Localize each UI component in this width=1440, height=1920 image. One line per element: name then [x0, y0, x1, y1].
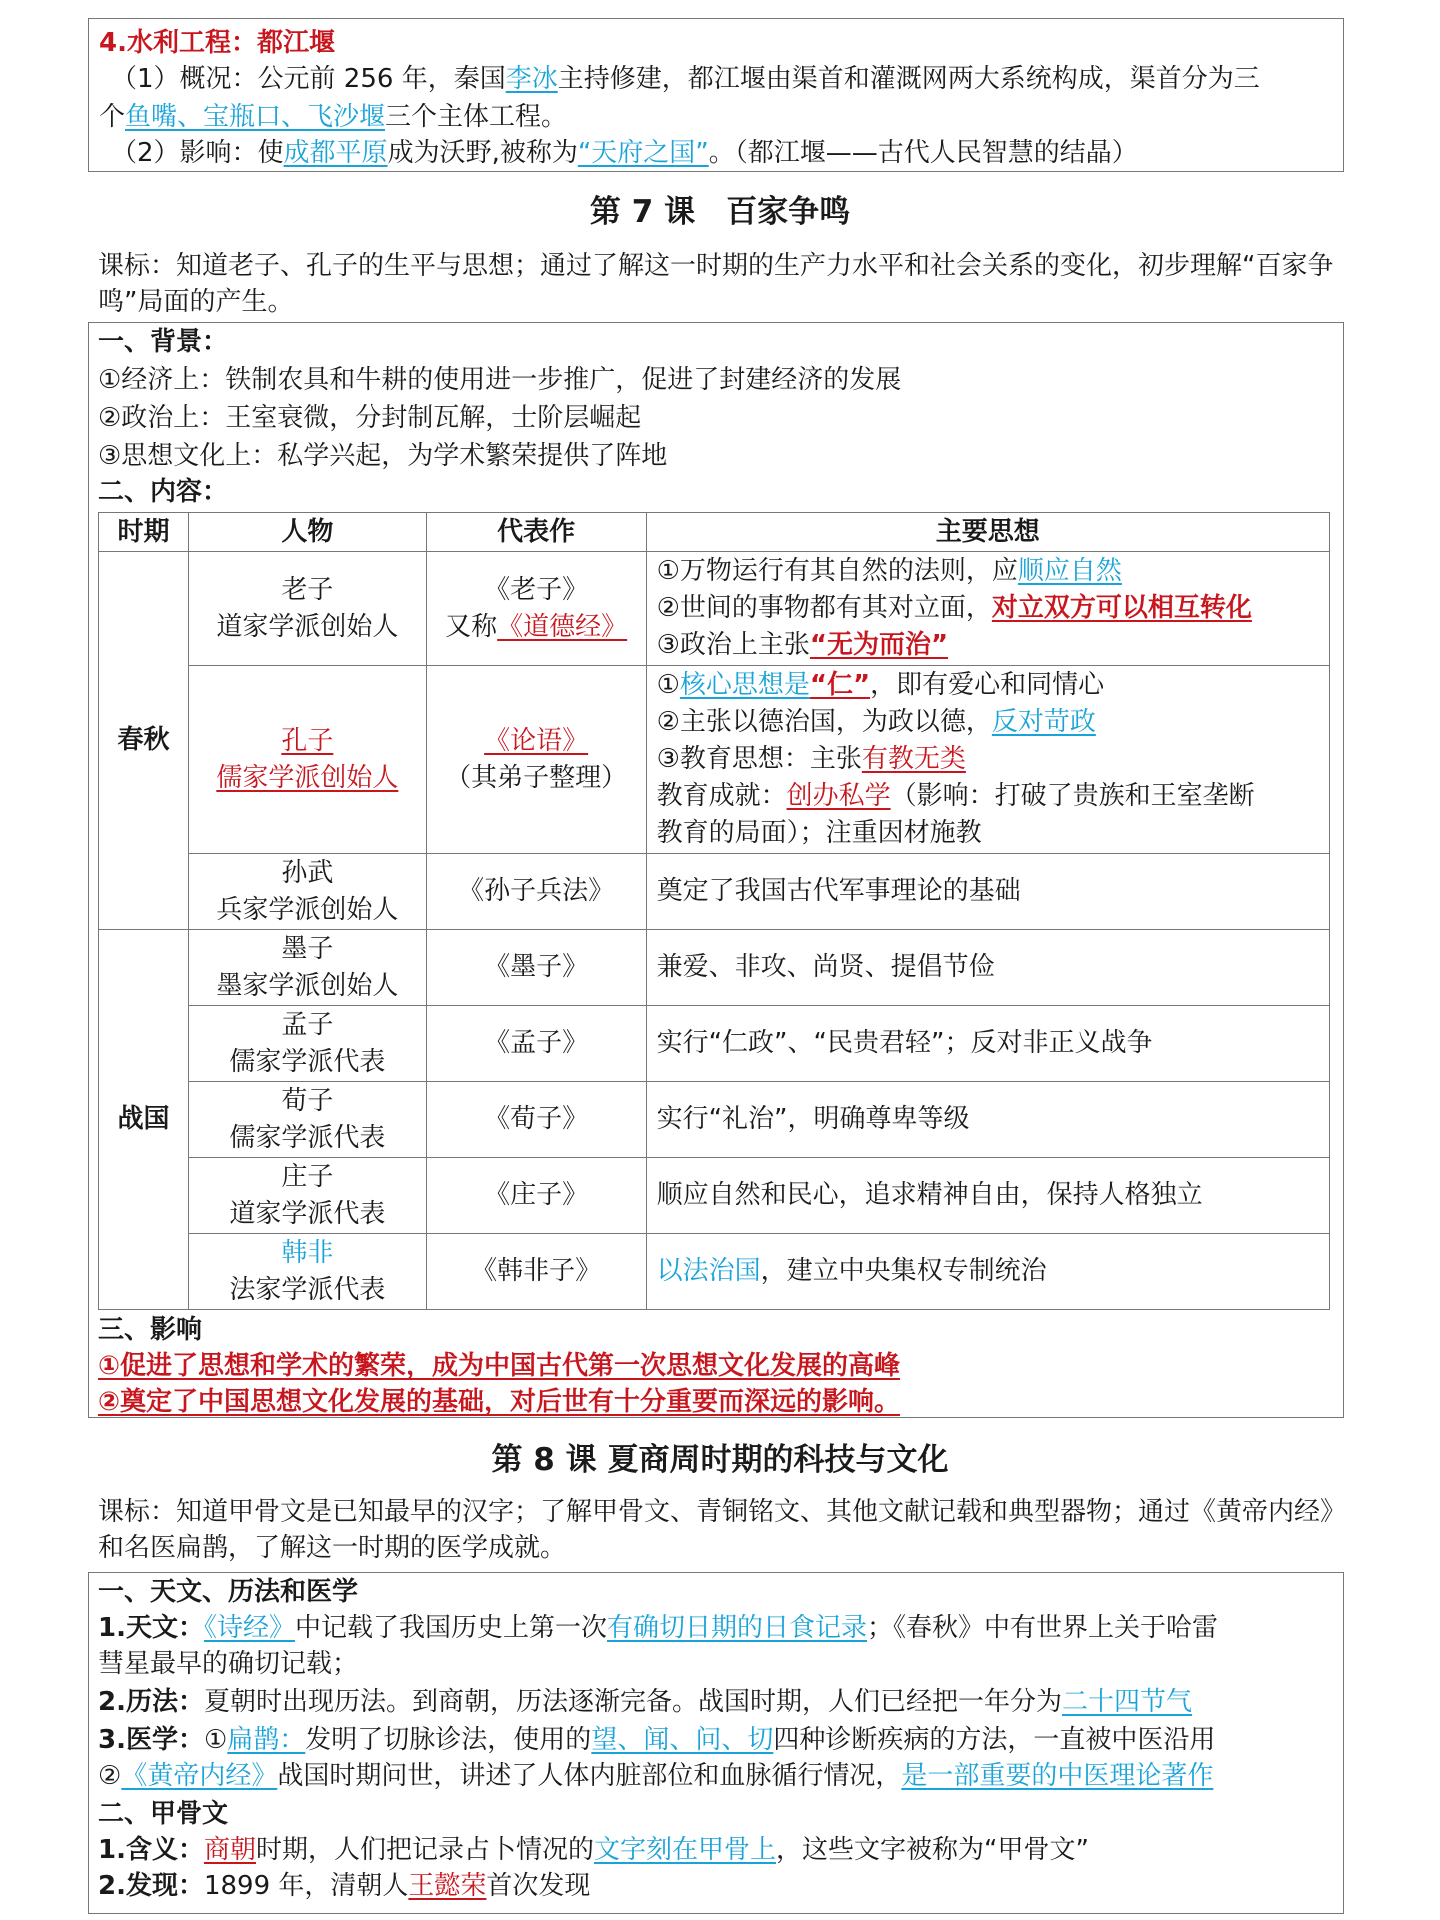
sec2-heading: 二、甲骨文	[98, 1799, 229, 1829]
thought-cell: ①万物运行有其自然的法则，应顺应自然 ②世间的事物都有其对立面，对立双方可以相互转化 ③政治上主张“无为而治”	[646, 552, 1329, 666]
lesson8-standard: 课标：知道甲骨文是已知最早的汉字；了解甲骨文、青铜铭文、其他文献记载和典型器物；通过《黄帝内经》和名医扁鹊，了解这一时期的医学成就。	[98, 1497, 1347, 1563]
impact-item: ②奠定了中国思想文化发展的基础，对后世有十分重要而深远的影响。	[98, 1387, 901, 1417]
header-thought: 主要思想	[646, 513, 1329, 552]
oracle-definition: 1.含义：商朝时期，人们把记录占卜情况的文字刻在甲骨上，这些文字被称为“甲骨文”	[98, 1835, 1089, 1865]
table-row	[99, 1158, 1330, 1234]
background-heading: 一、背景：	[98, 327, 229, 357]
work-cell: 《荀子》	[426, 1082, 646, 1158]
dujiangyan-impact: （2）影响：使成都平原成为沃野,被称为“天府之国”。（都江堰——古代人民智慧的结晶）	[111, 138, 1138, 168]
work-cell: 《韩非子》	[426, 1234, 646, 1310]
person-cell: 墨子 墨家学派创始人	[188, 930, 426, 1006]
work-cell: 《孟子》	[426, 1006, 646, 1082]
medicine-line-cont: ②《黄帝内经》战国时期问世，讲述了人体内脏部位和血脉循行情况，是一部重要的中医理论著作	[98, 1761, 1214, 1791]
lesson8-title: 第 8 课 夏商周时期的科技与文化	[491, 1442, 949, 1478]
work-cell: 《孙子兵法》	[426, 854, 646, 930]
lesson7-standard: 课标：知道老子、孔子的生平与思想；通过了解这一时期的生产力水平和社会关系的变化，初步理解“百家争鸣”局面的产生。	[98, 251, 1334, 317]
work-cell: 《庄子》	[426, 1158, 646, 1234]
period-zhanguo: 战国	[99, 930, 189, 1310]
thought-cell: 顺应自然和民心，追求精神自由，保持人格独立	[646, 1158, 1329, 1234]
table-row	[99, 552, 1330, 666]
period-chunqiu: 春秋	[99, 552, 189, 930]
calendar-line: 2.历法：夏朝时出现历法。到商朝，历法逐渐完备。战国时期，人们已经把一年分为二十四节气	[98, 1687, 1192, 1717]
sec1-heading: 一、天文、历法和医学	[98, 1577, 359, 1607]
header-work: 代表作	[426, 513, 646, 552]
astronomy-line-cont: 彗星最早的确切记载；	[98, 1649, 359, 1679]
thought-cell: 以法治国，建立中央集权专制统治	[646, 1234, 1329, 1310]
table-row	[99, 854, 1330, 930]
astronomy-line: 1.天文：《诗经》中记载了我国历史上第一次有确切日期的日食记录；《春秋》中有世界上关于哈雷	[98, 1613, 1219, 1643]
person-cell: 庄子 道家学派代表	[188, 1158, 426, 1234]
thought-cell: 实行“仁政”、“民贵君轻”；反对非正义战争	[646, 1006, 1329, 1082]
dujiangyan-heading: 4.水利工程：都江堰	[99, 28, 335, 58]
table-row	[99, 1234, 1330, 1310]
thought-cell: ①核心思想是“仁”，即有爱心和同情心 ②主张以德治国，为政以德，反对苛政 ③教育思想：主张有教无类 教育成就：创办私学（影响：打破了贵族和王室垄断 教育的局面）；注重因材施教	[646, 666, 1329, 854]
lesson7-title: 第 7 课 百家争鸣	[589, 194, 851, 230]
table-row	[99, 1082, 1330, 1158]
background-item: ②政治上：王室衰微，分封制瓦解，士阶层崛起	[98, 403, 642, 433]
person-cell: 孙武 兵家学派创始人	[188, 854, 426, 930]
header-period: 时期	[99, 513, 189, 552]
table-header-row	[99, 513, 1330, 552]
dujiangyan-overview: （1）概况：公元前 256 年，秦国李冰主持修建，都江堰由渠首和灌溉网两大系统构成，渠首分为三	[111, 64, 1260, 94]
background-item: ③思想文化上：私学兴起，为学术繁荣提供了阵地	[98, 441, 668, 471]
dujiangyan-box	[88, 18, 1344, 172]
person-cell: 荀子 儒家学派代表	[188, 1082, 426, 1158]
dujiangyan-overview-cont: 个鱼嘴、宝瓶口、飞沙堰三个主体工程。	[99, 102, 568, 132]
background-item: ①经济上：铁制农具和牛耕的使用进一步推广，促进了封建经济的发展	[98, 365, 902, 395]
hundred-schools-table	[98, 512, 1330, 1310]
thought-cell: 兼爱、非攻、尚贤、提倡节俭	[646, 930, 1329, 1006]
oracle-discovery: 2.发现：1899 年，清朝人王懿荣首次发现	[98, 1871, 591, 1901]
person-cell: 韩非 法家学派代表	[188, 1234, 426, 1310]
work-cell: 《论语》 （其弟子整理）	[426, 666, 646, 854]
impact-item: ①促进了思想和学术的繁荣，成为中国古代第一次思想文化发展的高峰	[98, 1351, 901, 1381]
medicine-line: 3.医学：①扁鹊：发明了切脉诊法，使用的望、闻、问、切四种诊断疾病的方法，一直被中医沿用	[98, 1725, 1216, 1755]
table-row	[99, 930, 1330, 1006]
person-cell: 孟子 儒家学派代表	[188, 1006, 426, 1082]
table-row	[99, 666, 1330, 854]
header-person: 人物	[188, 513, 426, 552]
content-heading: 二、内容：	[98, 477, 229, 507]
impact-heading: 三、影响	[98, 1315, 203, 1345]
thought-cell: 实行“礼治”，明确尊卑等级	[646, 1082, 1329, 1158]
table-row	[99, 1006, 1330, 1082]
person-cell: 老子 道家学派创始人	[188, 552, 426, 666]
work-cell: 《墨子》	[426, 930, 646, 1006]
work-cell: 《老子》 又称《道德经》	[426, 552, 646, 666]
thought-cell: 奠定了我国古代军事理论的基础	[646, 854, 1329, 930]
person-cell: 孔子 儒家学派创始人	[188, 666, 426, 854]
